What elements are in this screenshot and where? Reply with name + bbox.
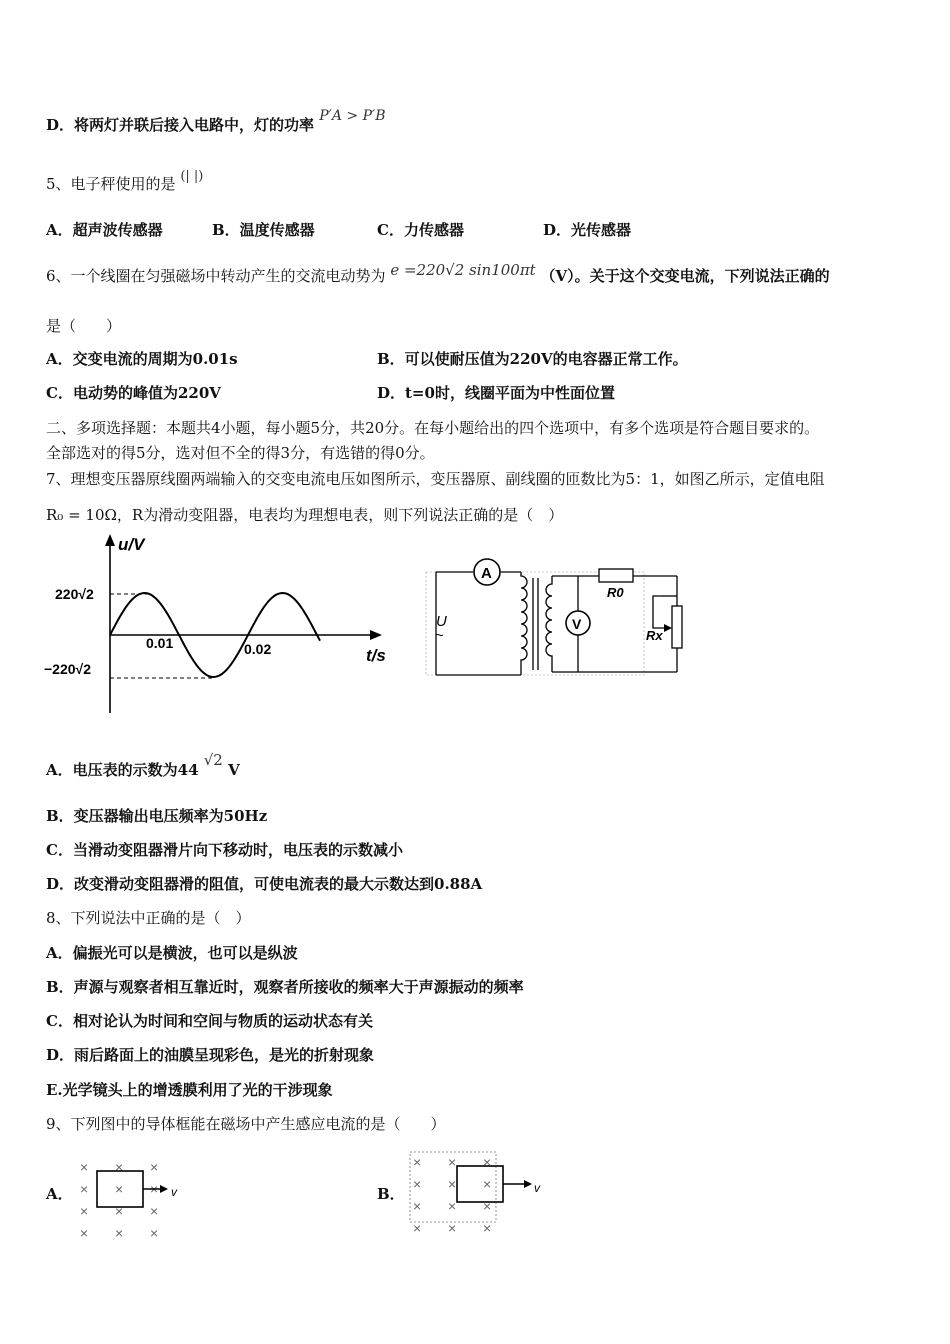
field-cross-mark: × xyxy=(448,1220,457,1236)
field-cross-mark: × xyxy=(448,1154,457,1170)
q9-option-a-label: A． xyxy=(46,1185,73,1203)
x-tick-1: 0.01 xyxy=(146,635,174,651)
q8-option-e: E.光学镜头上的增透膜利用了光的干涉现象 xyxy=(46,1081,333,1099)
primary-coil xyxy=(521,572,527,675)
section2-line2: 全部选对的得5分，选对但不全的得3分，有选错的得0分。 xyxy=(46,444,435,462)
q4-option-d-text: D．将两灯并联后接入电路中，灯的功率 xyxy=(46,116,315,134)
field-cross-mark: × xyxy=(413,1198,422,1214)
q7-stem-b: R₀ = 10Ω，R为滑动变阻器，电表均为理想电表，则下列说法正确的是（ ） xyxy=(46,506,564,524)
q9-stem: 9、下列图中的导体框能在磁场中产生感应电流的是（ ） xyxy=(46,1115,446,1133)
y-tick-positive: 220√2 xyxy=(55,586,94,602)
field-cross-mark: × xyxy=(483,1176,492,1192)
rheostat-slider-arrow xyxy=(664,624,672,632)
velocity-label-b: v xyxy=(534,1181,540,1195)
q6-stem-b: （V）。关于这个交变电流，下列说法正确的 xyxy=(540,267,830,285)
field-cross-mark: × xyxy=(483,1198,492,1214)
q6-option-d: D．t=0时，线圈平面为中性面位置 xyxy=(377,384,615,402)
source-label: U xyxy=(436,613,447,630)
q7-option-a-text: A．电压表的示数为44 xyxy=(46,761,199,779)
rheostat-rx-label: Rx xyxy=(646,628,663,643)
rheostat-rx-icon xyxy=(672,606,682,648)
q6-option-b: B．可以使耐压值为220V的电容器正常工作。 xyxy=(377,350,688,368)
q7-option-d: D．改变滑动变阻器滑的阻值，可使电流表的最大示数达到0.88A xyxy=(46,875,483,893)
resistor-r0-icon xyxy=(599,569,633,582)
q5-stem xyxy=(46,169,204,196)
q5-option-b: B．温度传感器 xyxy=(212,221,315,239)
q5-option-d: D．光传感器 xyxy=(543,221,632,239)
q8-option-a: A．偏振光可以是横波，也可以是纵波 xyxy=(46,944,298,962)
q5-stem-paren: (| |) xyxy=(180,169,204,184)
q5-option-a: A．超声波传感器 xyxy=(46,221,163,239)
field-cross-mark: × xyxy=(150,1159,159,1175)
field-cross-mark: × xyxy=(448,1198,457,1214)
q4-option-d-math: P′A > P′B xyxy=(319,108,386,124)
q7-option-a-unit: V xyxy=(228,761,240,779)
q8-option-d: D．雨后路面上的油膜呈现彩色，是光的折射现象 xyxy=(46,1046,375,1064)
q6-stem-a: 6、一个线圈在匀强磁场中转动产生的交流电动势为 xyxy=(46,267,386,285)
q7-option-c: C．当滑动变阻器滑片向下移动时，电压表的示数减小 xyxy=(46,841,403,859)
field-cross-mark: × xyxy=(80,1203,89,1219)
field-cross-mark: × xyxy=(413,1154,422,1170)
y-axis-label: u/V xyxy=(118,535,145,554)
section2-line1: 二、多项选择题：本题共4小题，每小题5分，共20分。在每小题给出的四个选项中，有多个选项是符合题目要求的。 xyxy=(46,419,820,437)
field-cross-mark: × xyxy=(483,1154,492,1170)
voltmeter-label: V xyxy=(572,616,582,632)
field-cross-mark: × xyxy=(150,1203,159,1219)
q5-stem-text: 5、电子秤使用的是 xyxy=(46,175,176,193)
q6-stem-end: 是（ ） xyxy=(46,317,122,335)
rheostat-slider-wire xyxy=(653,596,669,628)
q8-option-b: B．声源与观察者相互靠近时，观察者所接收的频率大于声源振动的频率 xyxy=(46,978,524,996)
q6-formula: e =220√2 sin100πt xyxy=(390,261,536,279)
q6-stem xyxy=(46,261,830,286)
field-cross-mark: × xyxy=(115,1225,124,1241)
field-cross-mark: × xyxy=(80,1159,89,1175)
field-cross-mark: × xyxy=(413,1220,422,1236)
field-cross-mark: × xyxy=(115,1181,124,1197)
q4-option-d xyxy=(46,108,386,136)
q8-option-c: C．相对论认为时间和空间与物质的运动状态有关 xyxy=(46,1012,373,1030)
field-cross-mark: × xyxy=(483,1220,492,1236)
y-axis-arrow xyxy=(105,534,115,546)
field-cross-mark: × xyxy=(448,1176,457,1192)
velocity-label-a: v xyxy=(171,1185,177,1199)
ammeter-label: A xyxy=(481,565,492,582)
x-tick-2: 0.02 xyxy=(244,641,272,657)
q6-option-a: A．交变电流的周期为0.01s xyxy=(46,350,238,368)
field-cross-mark: × xyxy=(80,1225,89,1241)
resistor-r0-label: R0 xyxy=(607,585,624,600)
q7-voltage-graph xyxy=(40,532,390,718)
field-cross-mark: × xyxy=(115,1159,124,1175)
q9-option-a-figure xyxy=(74,1155,194,1241)
q5-option-c: C．力传感器 xyxy=(377,221,464,239)
field-cross-mark: × xyxy=(115,1203,124,1219)
secondary-coil xyxy=(546,576,552,672)
q7-option-a xyxy=(46,751,240,780)
velocity-arrowhead-b xyxy=(524,1180,532,1188)
ac-source-icon: ~ xyxy=(435,627,444,644)
field-cross-mark: × xyxy=(413,1176,422,1192)
q7-circuit-diagram xyxy=(420,556,690,682)
q9-option-b-label: B． xyxy=(377,1185,405,1203)
q7-option-a-sqrt: √2 xyxy=(203,751,223,769)
x-axis-label: t/s xyxy=(366,646,386,665)
q7-stem-a: 7、理想变压器原线圈两端输入的交变电流电压如图所示，变压器原、副线圈的匝数比为5：1，如图乙所示，定值电阻 xyxy=(46,470,825,488)
x-axis-arrow xyxy=(370,630,382,640)
q7-option-b: B．变压器输出电压频率为50Hz xyxy=(46,807,268,825)
field-cross-mark: × xyxy=(80,1181,89,1197)
field-cross-mark: × xyxy=(150,1225,159,1241)
velocity-arrowhead-a xyxy=(160,1185,168,1193)
y-tick-negative: −220√2 xyxy=(44,661,92,677)
q9-option-b-figure xyxy=(406,1148,546,1236)
field-cross-mark: × xyxy=(150,1181,159,1197)
q6-option-c: C．电动势的峰值为220V xyxy=(46,384,221,402)
q8-stem: 8、下列说法中正确的是（ ） xyxy=(46,909,251,927)
